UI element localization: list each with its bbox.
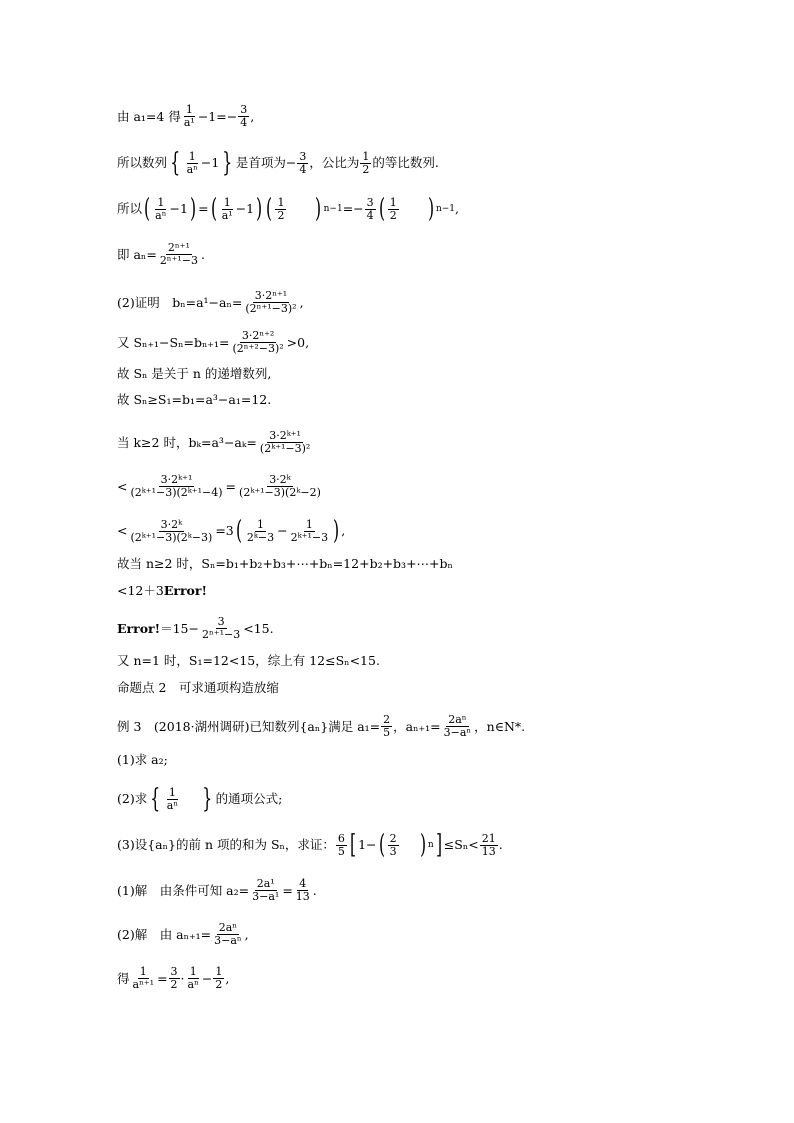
text: −1 xyxy=(235,201,255,216)
numerator: 3·2ᵏ xyxy=(269,473,291,486)
text: , xyxy=(244,926,249,942)
text: (2)解 由 aₙ₊₁= xyxy=(117,926,212,942)
fraction xyxy=(237,474,323,499)
text: 是首项为− xyxy=(235,155,297,170)
brace-right: } xyxy=(202,784,213,814)
text: ＝15− xyxy=(160,620,199,636)
line-3 xyxy=(117,196,459,222)
fraction xyxy=(388,833,399,858)
text: 所以 xyxy=(117,201,143,216)
line-7 xyxy=(117,366,271,382)
denominator: aⁿ xyxy=(187,978,199,991)
fraction xyxy=(243,290,298,315)
denominator: (2ᵏ⁺¹−3)(2ᵏ−3) xyxy=(130,530,213,544)
paren-left: ( xyxy=(378,194,385,224)
text: . xyxy=(201,246,205,262)
paren-left: ( xyxy=(266,194,273,224)
line-12 xyxy=(117,556,453,572)
denominator: aⁿ xyxy=(155,208,167,222)
line-6 xyxy=(117,330,309,355)
brace-left: { xyxy=(170,148,181,178)
text: 又 Sₙ₊₁−Sₙ=bₙ₊₁= xyxy=(117,334,230,350)
text: <12＋3 xyxy=(117,583,164,598)
denominator: (2ᵏ⁺¹−3)² xyxy=(259,442,311,455)
line-1 xyxy=(117,104,254,129)
text: 例 3 (2018·湖州调研)已知数列{aₙ}满足 a₁= xyxy=(117,718,381,734)
text: 1− xyxy=(358,837,377,852)
fraction xyxy=(131,966,157,991)
line-9 xyxy=(117,430,313,455)
text: 故 Sₙ 是关于 n 的递增数列, xyxy=(117,366,272,381)
paren-right: ) xyxy=(427,194,434,224)
text: =− xyxy=(342,201,364,216)
line-19 xyxy=(117,786,282,812)
text: 又 n=1 时，S₁=12<15，综上有 12≤Sₙ<15. xyxy=(117,653,380,668)
fraction xyxy=(186,966,201,991)
fraction xyxy=(480,833,498,858)
text: . xyxy=(312,882,317,898)
text: −1 xyxy=(200,155,220,170)
line-4 xyxy=(117,242,205,267)
denominator: (2ᵏ⁺¹−3)(2ᵏ−2) xyxy=(239,486,321,499)
denominator: 3−aⁿ xyxy=(214,934,242,947)
fraction xyxy=(275,197,286,222)
denominator: 5 xyxy=(383,726,391,739)
text: , xyxy=(250,108,255,124)
text: (3)设{aₙ}的前 n 项的和为 Sₙ，求证： xyxy=(117,837,335,852)
fraction xyxy=(258,430,312,455)
denominator: 13 xyxy=(481,844,496,858)
text: −1 xyxy=(169,201,188,216)
fraction xyxy=(381,714,392,739)
denominator: 13 xyxy=(295,890,310,903)
denominator: (2ᵏ⁺¹−3)(2ᵏ⁺¹−4) xyxy=(130,486,223,499)
text: < xyxy=(117,523,128,538)
exponent: n xyxy=(427,840,434,850)
text: ≤Sₙ< xyxy=(443,837,479,852)
denominator: 2ᵏ⁺¹−3 xyxy=(290,530,329,544)
numerator: 1 xyxy=(189,965,197,978)
denominator: 4 xyxy=(366,208,374,222)
denominator: a¹ xyxy=(221,208,233,222)
denominator: aⁿ xyxy=(166,798,179,812)
numerator: 3 xyxy=(299,149,307,163)
paren-left: ( xyxy=(378,830,385,860)
text: (1)解 由条件可知 a₂= xyxy=(117,882,250,898)
numerator: 1 xyxy=(185,103,193,116)
numerator: 3 xyxy=(170,965,178,978)
line-15 xyxy=(117,653,380,669)
brace-left: { xyxy=(150,784,161,814)
text: < xyxy=(117,478,128,494)
numerator: 1 xyxy=(257,517,265,531)
numerator: 3 xyxy=(366,195,374,209)
line-17 xyxy=(117,714,525,739)
numerator: 4 xyxy=(299,877,307,890)
text: , xyxy=(299,294,304,310)
text: <15. xyxy=(243,620,274,636)
denominator: 5 xyxy=(337,844,345,858)
fraction xyxy=(128,474,224,499)
error-text: Error! xyxy=(117,620,161,636)
denominator: 3−aⁿ xyxy=(443,726,472,739)
text: = xyxy=(198,201,209,216)
numerator: 1 xyxy=(215,965,223,978)
exponent: n−1 xyxy=(323,204,343,214)
line-2 xyxy=(117,150,439,176)
fraction xyxy=(250,878,281,903)
brace-right: } xyxy=(222,148,233,178)
fraction xyxy=(128,519,214,544)
fraction xyxy=(336,833,347,858)
bracket-left: [ xyxy=(349,830,357,860)
line-13 xyxy=(117,583,207,599)
text: = xyxy=(157,970,168,986)
fraction xyxy=(442,714,474,739)
text: ，n∈N*. xyxy=(474,718,526,734)
fraction xyxy=(238,104,249,129)
paren-right: ) xyxy=(419,830,426,860)
exponent: n−1 xyxy=(435,204,456,214)
numerator: 1 xyxy=(389,195,397,209)
fraction xyxy=(365,197,376,222)
line-20 xyxy=(117,832,503,858)
text: (1)求 a₂; xyxy=(117,752,168,767)
bracket-right: ] xyxy=(435,830,442,860)
numerator: 1 xyxy=(305,517,313,531)
text: = xyxy=(225,478,237,494)
numerator: 3 xyxy=(217,615,225,628)
text: 故 Sₙ≥S₁=b₁=a³−a₁=12. xyxy=(117,392,272,407)
numerator: 3·2ᵏ⁺¹ xyxy=(160,473,193,486)
numerator: 1 xyxy=(277,195,285,209)
fraction xyxy=(182,104,197,129)
denominator: (2ⁿ⁺¹−3)² xyxy=(245,302,297,315)
fraction xyxy=(297,151,308,176)
numerator: 1 xyxy=(157,195,165,209)
fraction xyxy=(185,151,200,176)
denominator: 2 xyxy=(277,208,285,222)
fraction xyxy=(220,197,235,222)
fraction xyxy=(200,616,242,641)
line-8 xyxy=(117,392,271,408)
numerator: 1 xyxy=(188,149,196,163)
denominator: 2 xyxy=(215,978,223,991)
paren-left: ( xyxy=(144,194,151,224)
denominator: 4 xyxy=(240,116,248,129)
text: >0, xyxy=(286,334,310,350)
text: −1=− xyxy=(197,108,238,124)
denominator: aⁿ⁺¹ xyxy=(132,978,155,991)
paren-right: ) xyxy=(189,194,197,224)
fraction xyxy=(360,151,371,176)
text: ，aₙ₊₁= xyxy=(393,718,441,734)
numerator: 1 xyxy=(223,195,231,209)
numerator: 3 xyxy=(240,103,248,116)
text: . xyxy=(498,837,503,852)
denominator: 2 xyxy=(389,208,397,222)
line-5 xyxy=(117,290,304,315)
numerator: 3·2ⁿ⁺¹ xyxy=(254,289,288,302)
text: = xyxy=(282,882,293,898)
numerator: 3·2ⁿ⁺² xyxy=(241,329,275,342)
denominator: 2ⁿ⁺¹−3 xyxy=(202,628,241,641)
denominator: 2 xyxy=(170,978,178,991)
fraction xyxy=(169,966,180,991)
denominator: 3 xyxy=(389,844,397,858)
text: , xyxy=(341,523,346,538)
fraction xyxy=(158,242,200,267)
numerator: 6 xyxy=(337,831,345,845)
paren-right: ) xyxy=(333,516,340,546)
line-23 xyxy=(117,966,229,991)
text: 得 xyxy=(117,970,130,986)
numerator: 2 xyxy=(389,831,397,845)
numerator: 1 xyxy=(362,149,370,163)
text: − xyxy=(201,970,213,986)
line-16 xyxy=(117,680,279,696)
text: , xyxy=(455,201,460,216)
fraction xyxy=(213,966,224,991)
line-18 xyxy=(117,752,168,768)
numerator: 1 xyxy=(168,785,176,799)
paren-right: ) xyxy=(256,194,263,224)
text: 当 k≥2 时，bₖ=a³−aₖ= xyxy=(117,434,257,450)
fraction xyxy=(230,330,285,355)
fraction xyxy=(212,922,244,947)
numerator: 3·2ᵏ⁺¹ xyxy=(269,429,301,442)
text: , xyxy=(225,970,230,986)
fraction xyxy=(245,519,276,544)
text: 故当 n≥2 时，Sₙ=b₁+b₂+b₃+⋯+bₙ=12+b₂+b₃+⋯+bₙ xyxy=(117,556,453,571)
text: 所以数列 xyxy=(117,155,168,170)
text: 由 a₁=4 得 xyxy=(117,108,181,124)
paren-left: ( xyxy=(235,516,242,546)
text: − xyxy=(277,523,288,538)
text: ，公比为 xyxy=(309,155,360,170)
denominator: (2ⁿ⁺²−3)² xyxy=(232,342,284,355)
fraction xyxy=(294,878,312,903)
text: (2)证明 bₙ=a¹−aₙ= xyxy=(117,294,243,310)
denominator: 2ᵏ−3 xyxy=(246,530,275,544)
line-10 xyxy=(117,474,324,499)
text: · xyxy=(180,970,185,986)
line-14 xyxy=(117,616,274,641)
numerator: 2aⁿ xyxy=(448,713,467,726)
denominator: 2ⁿ⁺¹−3 xyxy=(159,254,199,267)
paren-left: ( xyxy=(210,194,217,224)
fraction xyxy=(153,197,168,222)
text: 的等比数列. xyxy=(372,155,439,170)
denominator: 3−a¹ xyxy=(252,890,280,903)
numerator: 2 xyxy=(383,713,391,726)
denominator: aⁿ xyxy=(186,162,198,176)
text: (2)求 xyxy=(117,791,148,806)
text: =3 xyxy=(215,523,234,538)
line-21 xyxy=(117,878,317,903)
denominator: 2 xyxy=(362,162,370,176)
text: 的通项公式; xyxy=(215,791,283,806)
text: 即 aₙ= xyxy=(117,246,157,262)
numerator: 2ⁿ⁺¹ xyxy=(167,241,190,254)
line-22 xyxy=(117,922,249,947)
numerator: 1 xyxy=(139,965,147,978)
fraction xyxy=(388,197,399,222)
fraction xyxy=(289,519,330,544)
denominator: a¹ xyxy=(183,116,195,129)
numerator: 2a¹ xyxy=(256,877,275,890)
numerator: 3·2ᵏ xyxy=(160,517,183,531)
section-heading: 命题点 2 可求通项构造放缩 xyxy=(117,680,279,695)
numerator: 2aⁿ xyxy=(218,921,238,934)
paren-right: ) xyxy=(315,194,322,224)
line-11 xyxy=(117,518,345,544)
numerator: 21 xyxy=(481,831,496,845)
error-text: Error! xyxy=(163,583,207,598)
denominator: 4 xyxy=(299,162,307,176)
fraction xyxy=(165,787,180,812)
